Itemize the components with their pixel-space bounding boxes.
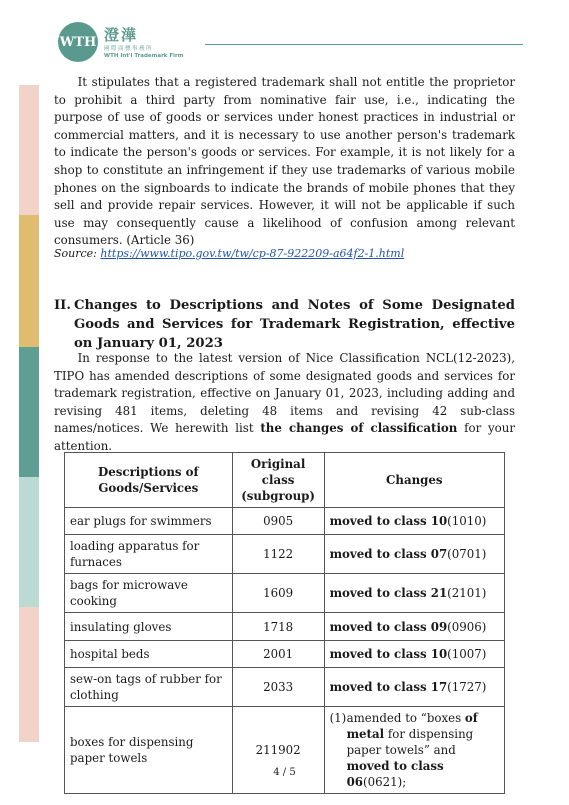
change-bold: moved to class 17 — [329, 680, 448, 694]
change-subgroup: (1010) — [447, 514, 487, 528]
change-cell — [324, 508, 504, 535]
change-bold: moved to class 09 — [329, 619, 448, 634]
change-cell — [324, 641, 504, 668]
change-subgroup: (1727) — [447, 680, 487, 694]
change-cell — [324, 613, 504, 641]
table-row — [65, 508, 505, 535]
classification-paragraph-start: In response to the latest version of Nice Classification NCL(12-2023), TIPO has amended descriptions of some designated goods and services for trademark registration, effective on January 01, 2023, including adding and revising 481 items, deleting 48 items and revising 42 sub-class names/notices. We herewith list — [54, 351, 515, 436]
change-text-part: (0621); — [362, 775, 407, 789]
section-heading-number: II. — [54, 298, 71, 313]
table-header-row — [65, 453, 505, 508]
original-subgroup: 1122 — [232, 535, 324, 574]
logo-mark: WTH — [59, 34, 97, 50]
goods-description: sew-on tags of rubber for clothing — [65, 668, 233, 707]
side-bar-pink-bottom — [19, 607, 39, 742]
goods-description: boxes for dispensing paper towels — [65, 707, 233, 794]
classification-paragraph — [54, 350, 515, 456]
goods-description: hospital beds — [65, 641, 233, 668]
original-subgroup: 211902 — [232, 707, 324, 794]
source-label: Source: — [54, 247, 97, 260]
change-cell — [324, 668, 504, 707]
change-list-item — [330, 710, 499, 790]
logo-english-name: WTH Int'l Trademark Firm — [104, 53, 184, 59]
table-row — [65, 613, 505, 641]
change-bold: moved to class 10 — [329, 514, 448, 528]
goods-description: bags for microwave cooking — [65, 574, 233, 613]
goods-description: ear plugs for swimmers — [65, 508, 233, 535]
change-cell — [324, 707, 504, 794]
header-original-class: Original class (subgroup) — [232, 453, 324, 508]
goods-description: insulating gloves — [65, 613, 233, 641]
source-line — [54, 247, 404, 260]
classification-paragraph-bold: the changes of classification — [260, 421, 458, 436]
logo-mark-icon — [58, 22, 98, 62]
table-row — [65, 641, 505, 668]
change-subgroup: (0701) — [447, 547, 487, 561]
change-text-bold: of metal — [346, 711, 478, 741]
original-subgroup: 2001 — [232, 641, 324, 668]
header-changes: Changes — [324, 453, 504, 508]
side-bar-pink — [19, 85, 39, 215]
change-bold: moved to class 21 — [329, 586, 448, 600]
logo-chinese-subtitle: 國際商標事務所 — [104, 46, 154, 52]
section-heading-text: Changes to Descriptions and Notes of Some Designated Goods and Services for Trademark Registration, effective on January 01, 2023 — [74, 298, 515, 351]
change-subgroup: (2101) — [447, 586, 487, 600]
page-number: 4 / 5 — [273, 767, 296, 778]
section-heading — [54, 296, 515, 353]
classification-changes-table — [64, 452, 505, 794]
change-subgroup: (0906) — [447, 619, 487, 634]
source-link[interactable]: https://www.tipo.gov.tw/tw/cp-87-922209-a64f2-1.html — [100, 247, 405, 260]
side-bar-teal — [19, 347, 39, 477]
goods-description: loading apparatus for furnaces — [65, 535, 233, 574]
table-row — [65, 707, 505, 794]
table-row — [65, 668, 505, 707]
side-bar-gold — [19, 215, 39, 347]
change-text-part: amended to “boxes — [346, 711, 465, 725]
classification-paragraph-end: for your attention. — [54, 421, 515, 453]
change-bold: moved to class 07 — [329, 547, 448, 561]
logo-chinese-name: 澄澕 — [104, 26, 139, 44]
intro-paragraph: It stipulates that a registered trademark shall not entitle the proprietor to prohibit a third party from nominative fair use, i.e., indicating the purpose of use of goods or services under honest practices in industrial or commercial matters, and it is necessary to use another person's trademark to indicate the person's goods or services. For example, it is not likely for a shop to constitute an infringement if they use trademarks of various mobile phones on the signboards to indicate the brands of mobile phones that they sell and provide repair services. However, it will not be applicable if such use may consequently cause a likelihood of confusion among relevant consumers. (Article 36) — [54, 75, 515, 248]
change-bold: moved to class 10 — [329, 647, 448, 661]
change-text-bold: moved to class 06 — [346, 759, 444, 789]
change-cell — [324, 574, 504, 613]
original-subgroup: 2033 — [232, 668, 324, 707]
change-item-text — [347, 710, 499, 790]
table-row — [65, 535, 505, 574]
table-row — [65, 574, 505, 613]
original-subgroup: 1718 — [232, 613, 324, 641]
original-subgroup: 0905 — [232, 508, 324, 535]
change-cell — [324, 535, 504, 574]
original-subgroup: 1609 — [232, 574, 324, 613]
change-subgroup: (1007) — [447, 647, 487, 661]
header-descriptions: Descriptions of Goods/Services — [65, 453, 233, 508]
firm-logo — [58, 22, 188, 66]
header-divider — [205, 44, 523, 45]
change-text-part: for dispensing paper towels” and — [346, 727, 474, 757]
change-item-number: (1) — [329, 711, 347, 725]
side-bar-light-teal — [19, 477, 39, 607]
